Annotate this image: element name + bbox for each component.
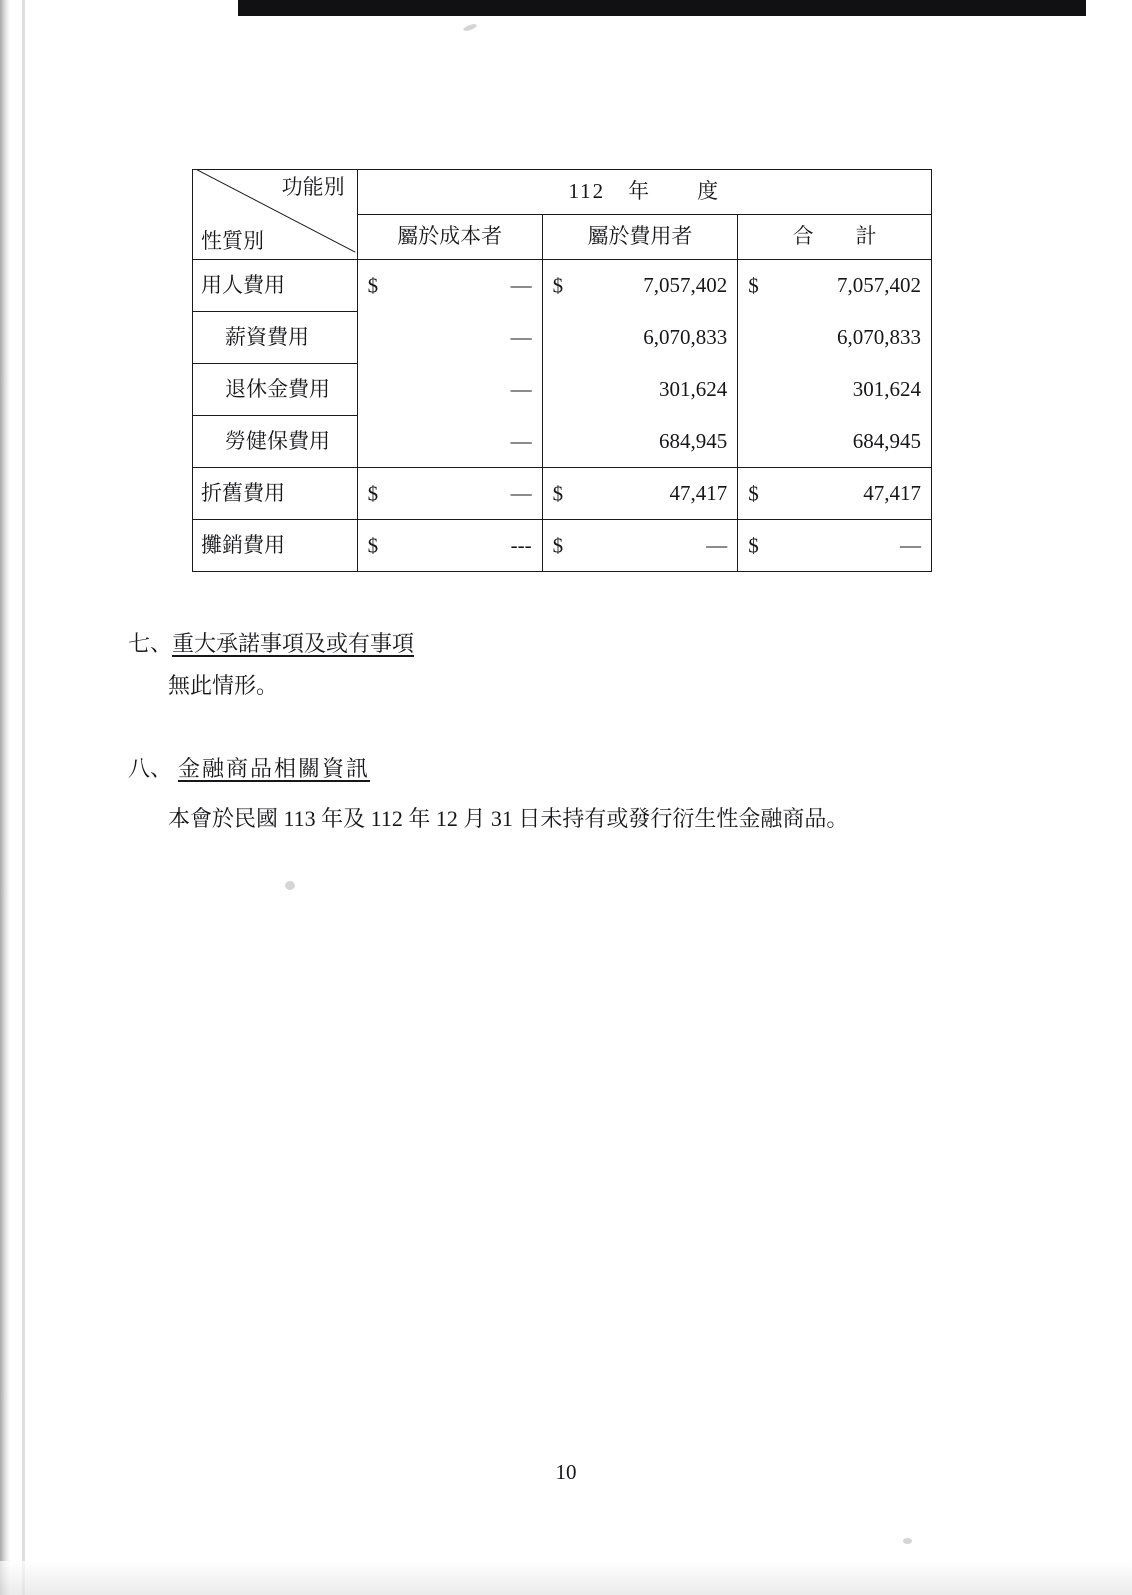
table-row — [193, 260, 932, 312]
row-cost-cell — [357, 364, 542, 416]
cell-value: — — [510, 324, 532, 349]
scan-top-artifact — [238, 0, 1086, 16]
expense-breakdown-table — [192, 169, 932, 572]
column-header-expense: 屬於費用者 — [542, 215, 738, 260]
table-row — [193, 416, 932, 468]
row-expense-cell — [542, 468, 738, 520]
row-cost-cell — [357, 312, 542, 364]
cell-value: 684,945 — [852, 428, 921, 453]
cell-value: 6,070,833 — [837, 324, 921, 349]
row-expense-cell — [542, 312, 738, 364]
row-label: 退休金費用 — [193, 364, 358, 416]
currency-symbol: $ — [367, 480, 379, 505]
row-label: 折舊費用 — [193, 468, 358, 520]
cell-value: 6,070,833 — [643, 324, 728, 349]
scan-left-edge-artifact — [0, 0, 10, 1595]
table-corner-cell — [193, 170, 358, 260]
cell-value: — — [510, 480, 532, 505]
table-header-row — [193, 170, 932, 215]
scan-bottom-artifact — [0, 1561, 1132, 1595]
row-expense-cell — [542, 520, 738, 572]
row-cost-cell — [357, 416, 542, 468]
row-total-cell — [738, 364, 932, 416]
scan-speck — [463, 23, 478, 32]
currency-symbol: $ — [367, 532, 379, 557]
row-expense-cell — [542, 364, 738, 416]
scan-speck — [285, 881, 295, 890]
row-total-cell — [738, 312, 932, 364]
cell-value: 684,945 — [659, 428, 728, 453]
section-8-body: 本會於民國 113 年及 112 年 12 月 31 日未持有或發行衍生性金融商品。 — [168, 806, 849, 831]
currency-symbol: $ — [367, 273, 379, 298]
cell-value: — — [510, 273, 532, 298]
cell-value: 7,057,402 — [837, 273, 921, 298]
currency-symbol: $ — [552, 480, 564, 505]
currency-symbol: $ — [748, 480, 759, 505]
cell-value: 47,417 — [669, 480, 728, 505]
cell-value: — — [510, 428, 532, 453]
table-row — [193, 312, 932, 364]
row-cost-cell — [357, 260, 542, 312]
cell-value: 7,057,402 — [643, 273, 728, 298]
scan-speck — [903, 1538, 912, 1544]
cell-value: — — [900, 532, 921, 557]
cell-value: 301,624 — [659, 376, 728, 401]
currency-symbol: $ — [748, 532, 759, 557]
cell-value: — — [706, 532, 728, 557]
section-8-number: 八、 — [128, 756, 173, 781]
currency-symbol: $ — [552, 273, 564, 298]
column-header-total: 合 計 — [738, 215, 932, 260]
column-header-cost: 屬於成本者 — [357, 215, 542, 260]
row-total-cell — [738, 468, 932, 520]
row-total-cell — [738, 260, 932, 312]
table-row — [193, 364, 932, 416]
cell-value: 47,417 — [863, 480, 921, 505]
cell-value: — — [510, 376, 532, 401]
section-7-title: 重大承諾事項及或有事項 — [172, 631, 415, 656]
row-expense-cell — [542, 260, 738, 312]
row-label: 用人費用 — [193, 260, 358, 312]
page-number: 10 — [555, 1460, 577, 1484]
scan-left-line-artifact — [22, 0, 25, 1595]
row-label: 攤銷費用 — [193, 520, 358, 572]
row-total-cell — [738, 520, 932, 572]
row-cost-cell — [357, 468, 542, 520]
section-8-title: 金融商品相關資訊 — [178, 756, 371, 781]
table-row — [193, 468, 932, 520]
table-header-year: 112 年 度 — [357, 170, 931, 215]
row-cost-cell — [357, 520, 542, 572]
row-total-cell — [738, 416, 932, 468]
section-7-number: 七、 — [128, 631, 173, 656]
corner-label-function: 功能別 — [281, 175, 345, 199]
row-expense-cell — [542, 416, 738, 468]
currency-symbol: $ — [552, 532, 564, 557]
section-7-body: 無此情形。 — [168, 673, 279, 698]
corner-label-nature: 性質別 — [201, 228, 264, 253]
currency-symbol: $ — [748, 273, 759, 298]
row-label: 薪資費用 — [193, 312, 358, 364]
row-label: 勞健保費用 — [193, 416, 358, 468]
cell-value: --- — [510, 532, 532, 557]
cell-value: 301,624 — [852, 376, 921, 401]
table-row — [193, 520, 932, 572]
